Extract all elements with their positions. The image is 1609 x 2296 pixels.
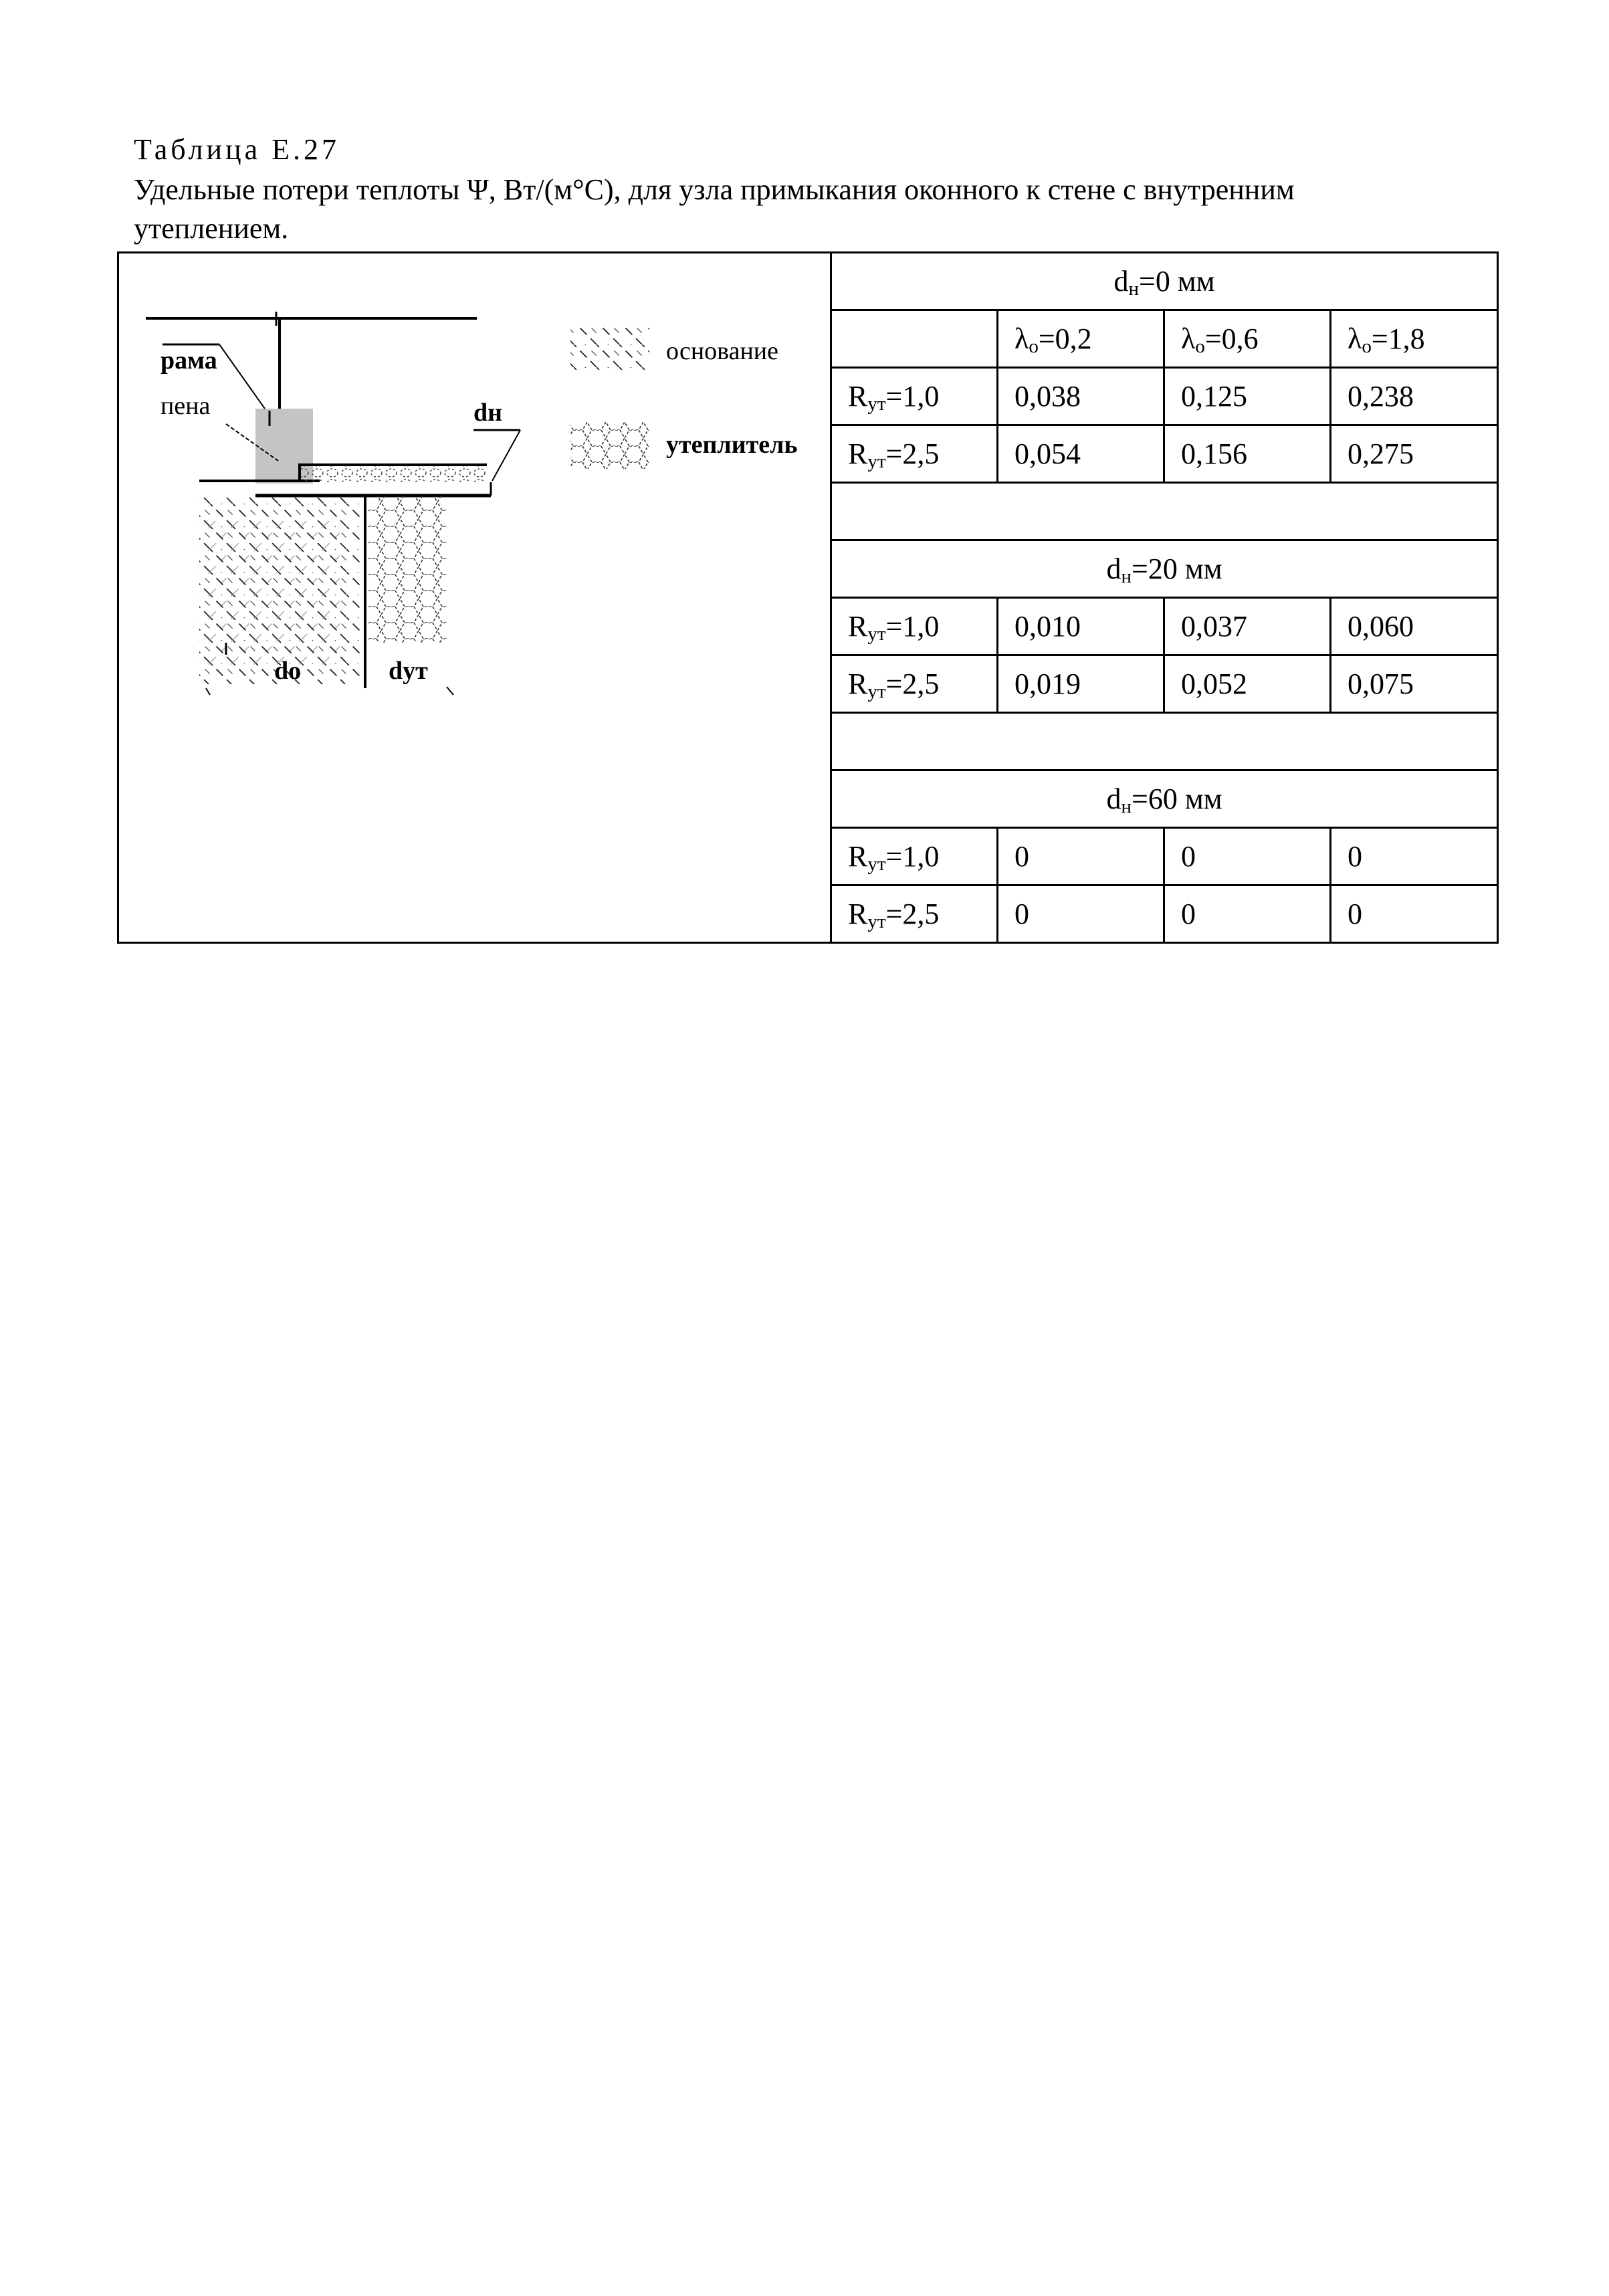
legend-insulation <box>570 422 798 469</box>
table-cell: 0 <box>998 885 1164 943</box>
label-do: dо <box>274 657 302 685</box>
table-cell: 0,275 <box>1331 425 1498 483</box>
table-caption-line1: Удельные потери теплоты Ψ, Вт/(м°С), для узла примыкания оконного к стене с внутренним <box>134 173 1295 206</box>
table-cell: 0,052 <box>1164 655 1331 713</box>
window-sill <box>199 465 491 496</box>
label-foam: пена <box>160 392 211 420</box>
diagram-cell <box>118 253 831 943</box>
row-label: $R_{ут}=2,5$ <box>831 425 998 483</box>
column-header-empty <box>831 310 998 368</box>
insulation-layer <box>368 496 447 643</box>
label-dyt: dут <box>389 657 428 685</box>
section-heading: $d_н=60$ мм <box>831 770 1498 828</box>
row-label: $R_{ут}=1,0$ <box>831 828 998 885</box>
table-cell: 0 <box>1164 828 1331 885</box>
spacer-row <box>831 713 1498 770</box>
table-cell: 0,038 <box>998 368 1164 425</box>
legend-insulation-label: утеплитель <box>666 431 798 459</box>
row-label: $R_{ут}=2,5$ <box>831 655 998 713</box>
table-cell: 0,238 <box>1331 368 1498 425</box>
table-cell: 0 <box>1331 828 1498 885</box>
row-label: $R_{ут}=1,0$ <box>831 368 998 425</box>
section-heading: $d_н=20$ мм <box>831 540 1498 598</box>
table-cell: 0,010 <box>998 598 1164 655</box>
table-cell: 0,060 <box>1331 598 1498 655</box>
row-label: $R_{ут}=2,5$ <box>831 885 998 943</box>
table-cell: 0,156 <box>1164 425 1331 483</box>
column-header: $\lambda_о=0,6$ <box>1164 310 1331 368</box>
table-caption-title: Таблица Е.27 <box>134 133 340 166</box>
table-cell: 0 <box>1331 885 1498 943</box>
column-header: $\lambda_о=0,2$ <box>998 310 1164 368</box>
legend-base <box>570 326 778 370</box>
table-cell: 0,054 <box>998 425 1164 483</box>
row-label: $R_{ут}=1,0$ <box>831 598 998 655</box>
column-header: $\lambda_о=1,8$ <box>1331 310 1498 368</box>
table-cell: 0,037 <box>1164 598 1331 655</box>
table-cell: 0,125 <box>1164 368 1331 425</box>
table-cell: 0,075 <box>1331 655 1498 713</box>
label-dn: dн <box>473 399 503 427</box>
table-cell: 0 <box>1164 885 1331 943</box>
table-cell: 0,019 <box>998 655 1164 713</box>
table-cell: 0 <box>998 828 1164 885</box>
label-frame: рама <box>160 346 217 375</box>
window-junction-diagram <box>119 253 832 946</box>
section-heading: $d_н=0$ мм <box>831 253 1498 310</box>
table-caption-line2: утеплением. <box>134 212 289 245</box>
legend-base-label: основание <box>666 337 778 365</box>
heat-loss-table <box>117 251 1499 944</box>
spacer-row <box>831 483 1498 540</box>
